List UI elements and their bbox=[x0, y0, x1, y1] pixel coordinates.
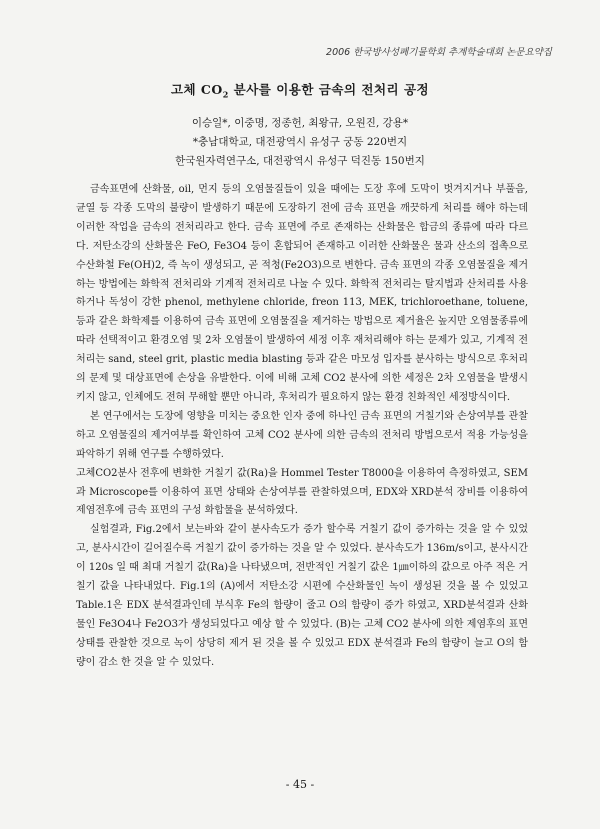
affiliation-2: 한국원자력연구소, 대전광역시 유성구 덕진동 150번지 bbox=[175, 155, 425, 167]
paragraph-4: 실험결과, Fig.2에서 보는바와 같이 분사속도가 증가 할수록 거칠기 값이 증가하는 것을 알 수 있었고, 분사시간이 길어질수록 거칠기 값이 증가하는 것을 알 수 있었다. 분사속도가 136m/s이고, 분사시간이 120s 일 때 최대 거칠기 값(Ra)을 나타냈으며, 전반적인 거칠기 값은 1㎛이하의 값으로 아주 적은 거칠기 값을 나타내었다. Fig.1의 (A)에서 저탄소강 시편에 수산화물인 녹이 생성된 것을 볼 수 있었고 Table.1은 EDX 분석결과인데 부식후 Fe의 함량이 줄고 O의 함량이 증가 하였고, XRD분석결과 산화물인 Fe3O4나 Fe2O3가 생성되었다고 예상 할 수 있었다. (B)는 고체 CO2 분사에 의한 제염후의 표면 상태를 관찰한 것으로 녹이 상당히 제거 된 것을 볼 수 있었고 EDX 분석결과 Fe의 함량이 늘고 O의 함량이 감소 한 것을 알 수 있었다. bbox=[76, 524, 528, 668]
paragraph-3: 고체CO2분사 전후에 변화한 거칠기 값(Ra)을 Hommel Tester T8000을 이용하여 측정하였고, SEM과 Microscope를 이용하여 표면 상태와 손상여부를 관찰하였으며, EDX와 XRD분석 장비를 이용하여 제염전후에 금속 표면의 구성 화합물을 분석하였다. bbox=[76, 467, 528, 517]
paragraph-1: 금속표면에 산화물, oil, 먼지 등의 오염물질들이 있을 때에는 도장 후에 도막이 벗겨지거나 부풀음, 균열 등 각종 도막의 불량이 발생하기 때문에 도장하기 전에 금속 표면을 깨끗하게 처리를 해야 하는데 이러한 작업을 금속의 전처리라고 한다. 금속 표면에 주로 존재하는 산화물은 합금의 종류에 따라 다르다. 저탄소강의 산화물은 FeO, Fe3O4 등이 혼합되어 존재하고 이러한 산화물은 물과 산소의 접촉으로 수산화철 Fe(OH)2, 즉 녹이 생성되고, 곧 적청(Fe2O3)으로 변한다. 금속 표면의 각종 오염물질을 제거하는 방법에는 화학적 전처리와 기계적 전처리로 나눌 수 있다. 화학적 전처리는 탈지법과 산처리를 사용하거나 독성이 강한 phenol, methylene chloride, freon 113, MEK, trichloroethane, toluene, 등과 같은 화학제를 이용하여 금속 표면에 오염물질을 제거하는 방법으로 제거율은 높지만 오염물종류에 따라 선택적이고 환경오염 및 2차 오염물이 발생하여 세정 이후 재처리해야 하는 문제가 있고, 기계적 전처리는 sand, steel grit, plastic media blasting 등과 같은 마모성 입자를 분사하는 방식으로 후처리의 문제 및 대상표면에 손상을 유발한다. 이에 비해 고체 CO2 분사에 의한 세정은 2차 오염물을 발생시키지 않고, 인체에도 전혀 무해할 뿐만 아니라, 후처리가 필요하지 않는 환경 친화적인 세정방식이다. bbox=[76, 184, 528, 403]
running-header: 2006 한국방사성폐기물학회 추계학술대회 논문요약집 bbox=[326, 47, 552, 58]
paper-title bbox=[0, 80, 600, 100]
title-subscript: 2 bbox=[222, 89, 229, 100]
author-block bbox=[0, 114, 600, 171]
abstract-body bbox=[76, 181, 528, 673]
affiliation-1: *충남대학교, 대전광역시 유성구 궁동 220번지 bbox=[192, 136, 408, 148]
author-names: 이승일*, 이중명, 정종헌, 최왕규, 오원진, 강용* bbox=[191, 117, 409, 129]
page-number: - 45 - bbox=[285, 778, 315, 791]
title-part-1: 고체 CO bbox=[170, 82, 223, 97]
paragraph-2: 본 연구에서는 도장에 영향을 미치는 중요한 인자 중에 하나인 금속 표면의 거칠기와 손상여부를 관찰하고 오염물질의 제거여부를 확인하여 고체 CO2 분사에 의한 금속의 전처리 방법으로서 적용 가능성을 파악하기 위해 연구를 수행하였다. bbox=[76, 410, 528, 460]
title-part-2: 분사를 이용한 금속의 전처리 공정 bbox=[228, 82, 430, 97]
